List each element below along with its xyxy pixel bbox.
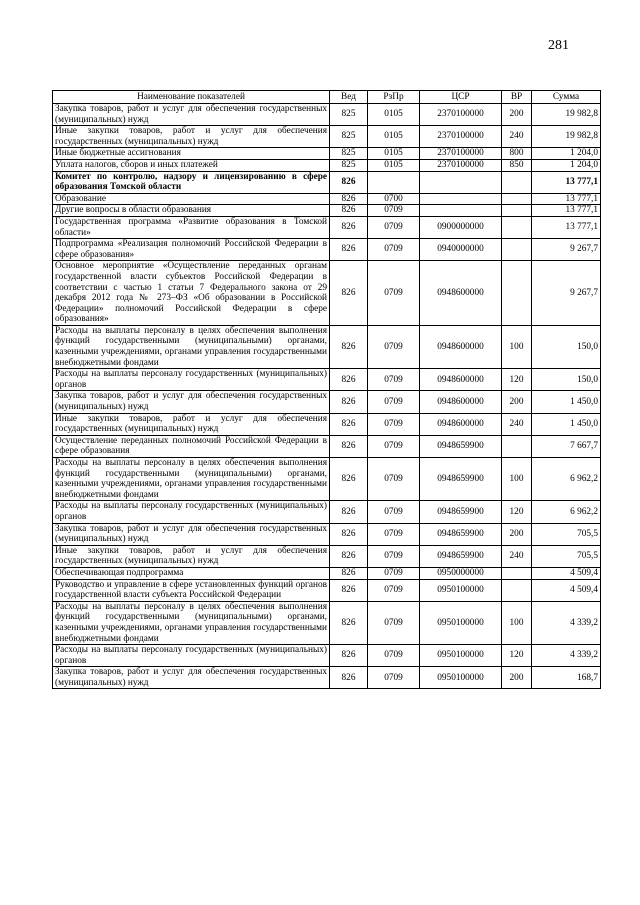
- row-ved: 826: [330, 413, 368, 435]
- row-vr: [502, 239, 532, 261]
- row-rzpr: 0709: [368, 369, 420, 391]
- row-ved: 826: [330, 205, 368, 217]
- row-rzpr: 0105: [368, 148, 420, 160]
- row-ved: 826: [330, 325, 368, 368]
- row-ved: 826: [330, 545, 368, 567]
- row-vr: 850: [502, 159, 532, 171]
- header-sum: Сумма: [532, 91, 601, 104]
- row-rzpr: 0709: [368, 239, 420, 261]
- row-name: Иные закупки товаров, работ и услуг для обеспечения государственных (муниципальных) нужд: [53, 413, 330, 435]
- row-vr: 200: [502, 667, 532, 689]
- row-vr: 240: [502, 126, 532, 148]
- row-name: Образование: [53, 193, 330, 205]
- row-ved: 826: [330, 171, 368, 193]
- row-rzpr: 0709: [368, 545, 420, 567]
- row-csr: 0948659900: [420, 523, 502, 545]
- row-vr: [502, 193, 532, 205]
- row-sum: 13 777,1: [532, 216, 601, 238]
- row-rzpr: 0709: [368, 501, 420, 523]
- row-csr: [420, 193, 502, 205]
- row-csr: [420, 171, 502, 193]
- row-csr: 0950100000: [420, 667, 502, 689]
- row-csr: 0950100000: [420, 579, 502, 601]
- row-name: Иные бюджетные ассигнования: [53, 148, 330, 160]
- table-row: [53, 501, 601, 523]
- row-sum: 168,7: [532, 667, 601, 689]
- row-vr: 100: [502, 601, 532, 644]
- row-rzpr: 0709: [368, 413, 420, 435]
- row-rzpr: 0709: [368, 567, 420, 579]
- row-csr: 2370100000: [420, 104, 502, 126]
- row-ved: 826: [330, 567, 368, 579]
- row-rzpr: 0709: [368, 601, 420, 644]
- row-ved: 825: [330, 126, 368, 148]
- header-name: Наименование показателей: [53, 91, 330, 104]
- row-name: Обеспечивающая подпрограмма: [53, 567, 330, 579]
- row-sum: 4 509,4: [532, 567, 601, 579]
- row-ved: 826: [330, 216, 368, 238]
- table-row: [53, 325, 601, 368]
- table-row: [53, 601, 601, 644]
- row-csr: 0948600000: [420, 369, 502, 391]
- row-name: Подпрограмма «Реализация полномочий Российской Федерации в сфере образования»: [53, 239, 330, 261]
- row-name: Комитет по контролю, надзору и лицензированию в сфере образования Томской области: [53, 171, 330, 193]
- row-ved: 826: [330, 239, 368, 261]
- row-vr: [502, 261, 532, 326]
- row-name: Расходы на выплаты персоналу в целях обеспечения выполнения функций государственными (муниципальными) органами, казенными учреждениями, органами управления государственными внебюджетными фондами: [53, 601, 330, 644]
- row-sum: 6 962,2: [532, 501, 601, 523]
- table-row: [53, 413, 601, 435]
- table-row: [53, 148, 601, 160]
- row-ved: 826: [330, 391, 368, 413]
- table-row: [53, 579, 601, 601]
- row-vr: 100: [502, 325, 532, 368]
- row-rzpr: 0709: [368, 205, 420, 217]
- row-ved: 826: [330, 369, 368, 391]
- row-name: Иные закупки товаров, работ и услуг для обеспечения государственных (муниципальных) нужд: [53, 545, 330, 567]
- row-sum: 150,0: [532, 325, 601, 368]
- row-ved: 825: [330, 148, 368, 160]
- row-rzpr: 0709: [368, 216, 420, 238]
- row-vr: [502, 171, 532, 193]
- row-rzpr: 0709: [368, 435, 420, 457]
- row-sum: 9 267,7: [532, 239, 601, 261]
- row-vr: 120: [502, 501, 532, 523]
- row-ved: 826: [330, 523, 368, 545]
- row-rzpr: 0709: [368, 325, 420, 368]
- row-csr: 0948600000: [420, 391, 502, 413]
- row-vr: 200: [502, 391, 532, 413]
- row-name: Руководство и управление в сфере установленных функций органов государственной власти субъекта Российской Федерации: [53, 579, 330, 601]
- table-row: [53, 104, 601, 126]
- table-header-row: [53, 91, 601, 104]
- row-vr: 120: [502, 645, 532, 667]
- row-vr: 240: [502, 413, 532, 435]
- table-row: [53, 171, 601, 193]
- row-csr: 0948659900: [420, 458, 502, 501]
- table-row: [53, 261, 601, 326]
- row-csr: 0948659900: [420, 501, 502, 523]
- table-row: [53, 239, 601, 261]
- row-csr: 2370100000: [420, 148, 502, 160]
- row-sum: 13 777,1: [532, 205, 601, 217]
- header-rzpr: РзПр: [368, 91, 420, 104]
- header-ved: Вед: [330, 91, 368, 104]
- row-sum: 150,0: [532, 369, 601, 391]
- row-vr: [502, 567, 532, 579]
- row-sum: 9 267,7: [532, 261, 601, 326]
- row-rzpr: 0709: [368, 523, 420, 545]
- row-ved: 825: [330, 159, 368, 171]
- row-ved: 825: [330, 104, 368, 126]
- table-row: [53, 216, 601, 238]
- table-row: [53, 435, 601, 457]
- table-body: [53, 104, 601, 689]
- row-name: Расходы на выплаты персоналу государственных (муниципальных) органов: [53, 501, 330, 523]
- row-ved: 826: [330, 501, 368, 523]
- row-sum: 13 777,1: [532, 193, 601, 205]
- row-name: Иные закупки товаров, работ и услуг для обеспечения государственных (муниципальных) нужд: [53, 126, 330, 148]
- row-vr: 120: [502, 369, 532, 391]
- row-sum: 13 777,1: [532, 171, 601, 193]
- header-vr: ВР: [502, 91, 532, 104]
- row-rzpr: 0709: [368, 645, 420, 667]
- row-sum: 705,5: [532, 545, 601, 567]
- row-rzpr: 0709: [368, 579, 420, 601]
- row-csr: 0950100000: [420, 601, 502, 644]
- row-sum: 1 450,0: [532, 413, 601, 435]
- row-name: Основное мероприятие «Осуществление переданных органам государственной власти субъектов Российской Федерации в соответствии с частью 1 статьи 7 Федерального закона от 29 декабря 2012 года № 273–ФЗ «Об образовании в Российской Федерации» полномочий Российской Федерации в сфере образования»: [53, 261, 330, 326]
- row-vr: [502, 216, 532, 238]
- row-ved: 826: [330, 458, 368, 501]
- row-csr: 2370100000: [420, 126, 502, 148]
- row-sum: 705,5: [532, 523, 601, 545]
- row-csr: 0948600000: [420, 261, 502, 326]
- row-csr: 0948600000: [420, 325, 502, 368]
- row-csr: [420, 205, 502, 217]
- row-vr: [502, 205, 532, 217]
- row-rzpr: [368, 171, 420, 193]
- row-ved: 826: [330, 667, 368, 689]
- table-row: [53, 567, 601, 579]
- row-name: Расходы на выплаты персоналу в целях обеспечения выполнения функций государственными (муниципальными) органами, казенными учреждениями, органами управления государственными внебюджетными фондами: [53, 458, 330, 501]
- row-csr: 0940000000: [420, 239, 502, 261]
- row-ved: 826: [330, 435, 368, 457]
- header-csr: ЦСР: [420, 91, 502, 104]
- row-ved: 826: [330, 579, 368, 601]
- row-rzpr: 0105: [368, 159, 420, 171]
- table-row: [53, 369, 601, 391]
- row-name: Расходы на выплаты персоналу в целях обеспечения выполнения функций государственными (муниципальными) органами, казенными учреждениями, органами управления государственными внебюджетными фондами: [53, 325, 330, 368]
- row-vr: 200: [502, 523, 532, 545]
- table-row: [53, 667, 601, 689]
- row-sum: 1 204,0: [532, 159, 601, 171]
- row-vr: [502, 579, 532, 601]
- row-vr: 240: [502, 545, 532, 567]
- row-vr: 200: [502, 104, 532, 126]
- row-rzpr: 0105: [368, 126, 420, 148]
- row-rzpr: 0709: [368, 391, 420, 413]
- table-row: [53, 545, 601, 567]
- row-vr: 100: [502, 458, 532, 501]
- row-name: Осуществление переданных полномочий Российской Федерации в сфере образования: [53, 435, 330, 457]
- page-number: 281: [548, 38, 569, 53]
- table-row: [53, 458, 601, 501]
- row-name: Государственная программа «Развитие образования в Томской области»: [53, 216, 330, 238]
- row-csr: 0948659900: [420, 545, 502, 567]
- row-name: Расходы на выплаты персоналу государственных (муниципальных) органов: [53, 645, 330, 667]
- row-csr: 2370100000: [420, 159, 502, 171]
- row-sum: 4 509,4: [532, 579, 601, 601]
- row-vr: 800: [502, 148, 532, 160]
- row-sum: 1 450,0: [532, 391, 601, 413]
- table-row: [53, 523, 601, 545]
- row-name: Расходы на выплаты персоналу государственных (муниципальных) органов: [53, 369, 330, 391]
- row-ved: 826: [330, 261, 368, 326]
- table-row: [53, 205, 601, 217]
- row-name: Закупка товаров, работ и услуг для обеспечения государственных (муниципальных) нужд: [53, 104, 330, 126]
- row-rzpr: 0709: [368, 458, 420, 501]
- row-sum: 19 982,8: [532, 126, 601, 148]
- row-sum: 7 667,7: [532, 435, 601, 457]
- row-vr: [502, 435, 532, 457]
- row-name: Закупка товаров, работ и услуг для обеспечения государственных (муниципальных) нужд: [53, 391, 330, 413]
- row-ved: 826: [330, 601, 368, 644]
- row-name: Закупка товаров, работ и услуг для обеспечения государственных (муниципальных) нужд: [53, 523, 330, 545]
- row-rzpr: 0105: [368, 104, 420, 126]
- table-row: [53, 391, 601, 413]
- row-sum: 19 982,8: [532, 104, 601, 126]
- row-ved: 826: [330, 645, 368, 667]
- table-row: [53, 159, 601, 171]
- row-sum: 1 204,0: [532, 148, 601, 160]
- row-sum: 4 339,2: [532, 645, 601, 667]
- table-row: [53, 126, 601, 148]
- row-name: Другие вопросы в области образования: [53, 205, 330, 217]
- row-csr: 0948600000: [420, 413, 502, 435]
- row-name: Уплата налогов, сборов и иных платежей: [53, 159, 330, 171]
- row-sum: 6 962,2: [532, 458, 601, 501]
- table-row: [53, 193, 601, 205]
- budget-table: [52, 90, 601, 689]
- row-csr: 0950000000: [420, 567, 502, 579]
- row-csr: 0900000000: [420, 216, 502, 238]
- row-csr: 0950100000: [420, 645, 502, 667]
- row-rzpr: 0700: [368, 193, 420, 205]
- row-name: Закупка товаров, работ и услуг для обеспечения государственных (муниципальных) нужд: [53, 667, 330, 689]
- row-csr: 0948659900: [420, 435, 502, 457]
- row-sum: 4 339,2: [532, 601, 601, 644]
- row-ved: 826: [330, 193, 368, 205]
- row-rzpr: 0709: [368, 667, 420, 689]
- row-rzpr: 0709: [368, 261, 420, 326]
- table-row: [53, 645, 601, 667]
